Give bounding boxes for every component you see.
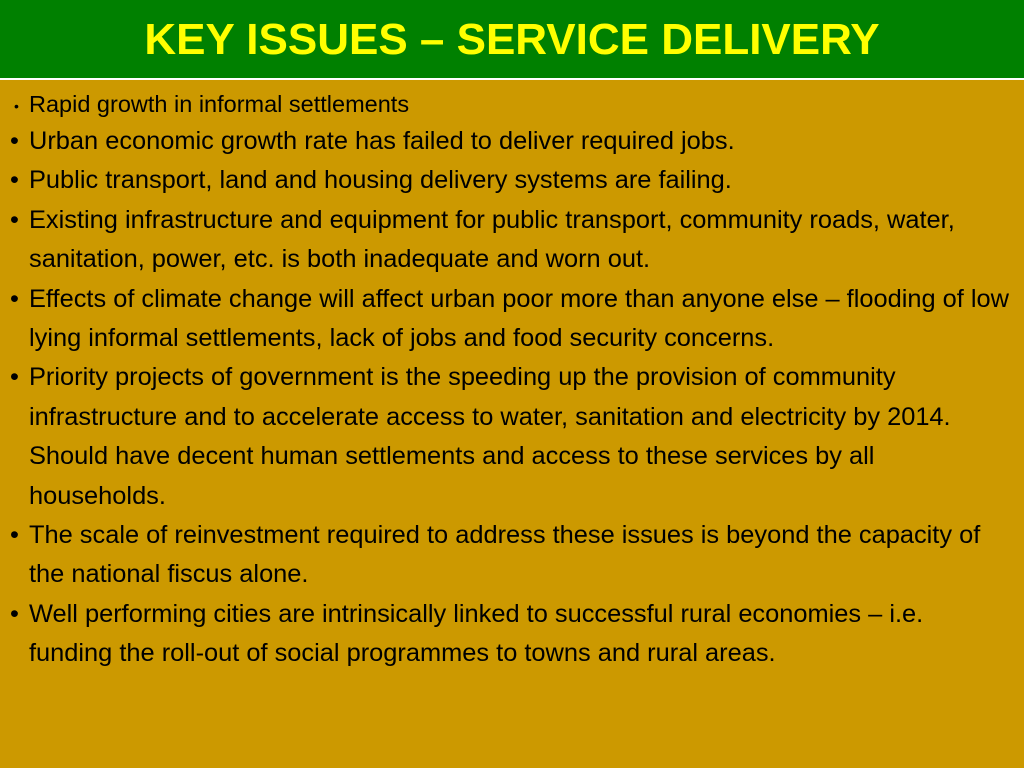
bullet-text: Effects of climate change will affect urban poor more than anyone else – flooding of low lying informal settlements, lack of jobs and food security concerns.: [29, 284, 1010, 353]
bullet-text: Rapid growth in informal settlements: [29, 91, 410, 117]
bullet-icon: •: [10, 521, 19, 550]
bullet-text: Public transport, land and housing delivery systems are failing.: [29, 166, 732, 195]
bullet-text: Existing infrastructure and equipment for public transport, community roads, water, sanitation, power, etc. is both inadequate and worn out.: [29, 205, 955, 274]
bullet-icon: •: [10, 166, 19, 195]
bullet-icon: •: [10, 205, 19, 234]
bullet-text: The scale of reinvestment required to address these issues is beyond the capacity of the national fiscus alone.: [29, 521, 981, 589]
bullet-item: [10, 516, 1010, 595]
bullet-item: [10, 86, 1010, 122]
bullet-list: [10, 86, 1010, 674]
bullet-icon: •: [10, 127, 19, 155]
bullet-text: Priority projects of government is the speeding up the provision of community infrastructure and to accelerate access to water, sanitation and electricity by 2014. Should have decent human settlements and access to these services by all households.: [29, 363, 951, 510]
bullet-icon: •: [14, 98, 19, 114]
title-bar: [0, 0, 1024, 80]
bullet-item: [10, 358, 1010, 516]
bullet-item: [10, 201, 1010, 280]
bullet-item: [10, 122, 1010, 161]
bullet-icon: •: [10, 599, 19, 628]
bullet-text: Well performing cities are intrinsically linked to successful rural economies – i.e. funding the roll-out of social programmes to towns and rural areas.: [29, 599, 924, 668]
bullet-text: Urban economic growth rate has failed to deliver required jobs.: [29, 127, 735, 155]
bullet-item: [10, 280, 1010, 359]
bullet-icon: •: [10, 363, 19, 392]
slide-title: KEY ISSUES – SERVICE DELIVERY: [144, 15, 880, 64]
bullet-item: [10, 595, 1010, 674]
bullet-item: [10, 161, 1010, 200]
bullet-icon: •: [10, 284, 19, 313]
